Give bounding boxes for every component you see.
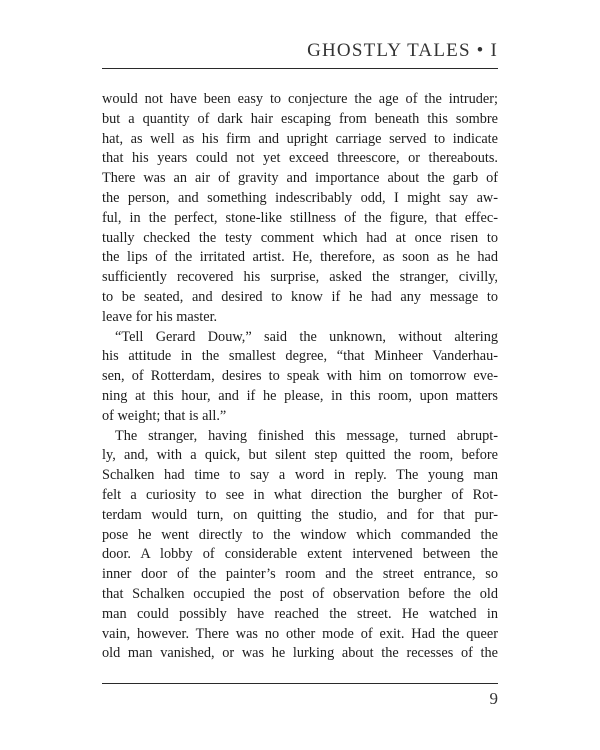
text-line: door. A lobby of considerable extent intervened between the xyxy=(102,546,498,563)
body-text xyxy=(102,90,498,664)
text-line: that his years could not yet exceed threescore, or thereabouts. xyxy=(102,150,498,167)
text-line: sen, of Rotterdam, desires to speak with him on tomorrow eve- xyxy=(102,368,498,385)
text-line: vain, however. There was no other mode of exit. Had the queer xyxy=(102,625,498,642)
text-line: his attitude in the smallest degree, “that Minheer Vanderhau- xyxy=(102,348,498,365)
text-line: ly, and, with a quick, but silent step quitted the room, before xyxy=(102,447,498,464)
text-line: inner door of the painter’s room and the street entrance, so xyxy=(102,566,498,583)
running-head: GHOSTLY TALES • I xyxy=(307,40,498,61)
text-line: to be seated, and desired to know if he had any message to xyxy=(102,288,498,305)
header-rule xyxy=(102,68,498,69)
text-line: terdam would turn, on quitting the studio, and for that pur- xyxy=(102,506,498,523)
text-line: There was an air of gravity and importance about the garb of xyxy=(102,170,498,187)
text-line: The stranger, having finished this message, turned abrupt- xyxy=(115,427,498,444)
text-line: Schalken had time to say a word in reply. The young man xyxy=(102,467,498,484)
text-line: the lips of the irritated artist. He, therefore, as soon as he had xyxy=(102,249,498,266)
text-line: the person, and something indescribably odd, I might say aw- xyxy=(102,189,498,206)
text-line: tually checked the testy comment which had at once risen to xyxy=(102,229,498,246)
text-line: old man vanished, or was he lurking about the recesses of the xyxy=(102,645,498,662)
text-line: sufficiently recovered his surprise, asked the stranger, civilly, xyxy=(102,269,498,286)
page-number: 9 xyxy=(489,689,498,708)
text-line: hat, as well as his firm and upright carriage served to indicate xyxy=(102,130,498,147)
text-line: but a quantity of dark hair escaping from beneath this sombre xyxy=(102,110,498,127)
footer-rule xyxy=(102,683,498,684)
text-line: ful, in the perfect, stone-like stillness of the figure, that effec- xyxy=(102,209,498,226)
text-line: felt a curiosity to see in what direction the burgher of Rot- xyxy=(102,486,498,503)
text-line: “Tell Gerard Douw,” said the unknown, without altering xyxy=(115,328,498,345)
text-line: pose he went directly to the window which commanded the xyxy=(102,526,498,543)
text-line: of weight; that is all.” xyxy=(102,407,227,424)
text-line: that Schalken occupied the post of observation before the old xyxy=(102,585,498,602)
text-line: would not have been easy to conjecture the age of the intruder; xyxy=(102,91,498,107)
text-line: man could possibly have reached the street. He watched in xyxy=(102,605,498,622)
text-line: leave for his master. xyxy=(102,308,218,325)
text-line: ning at this hour, and if he please, in this room, upon matters xyxy=(102,387,498,404)
